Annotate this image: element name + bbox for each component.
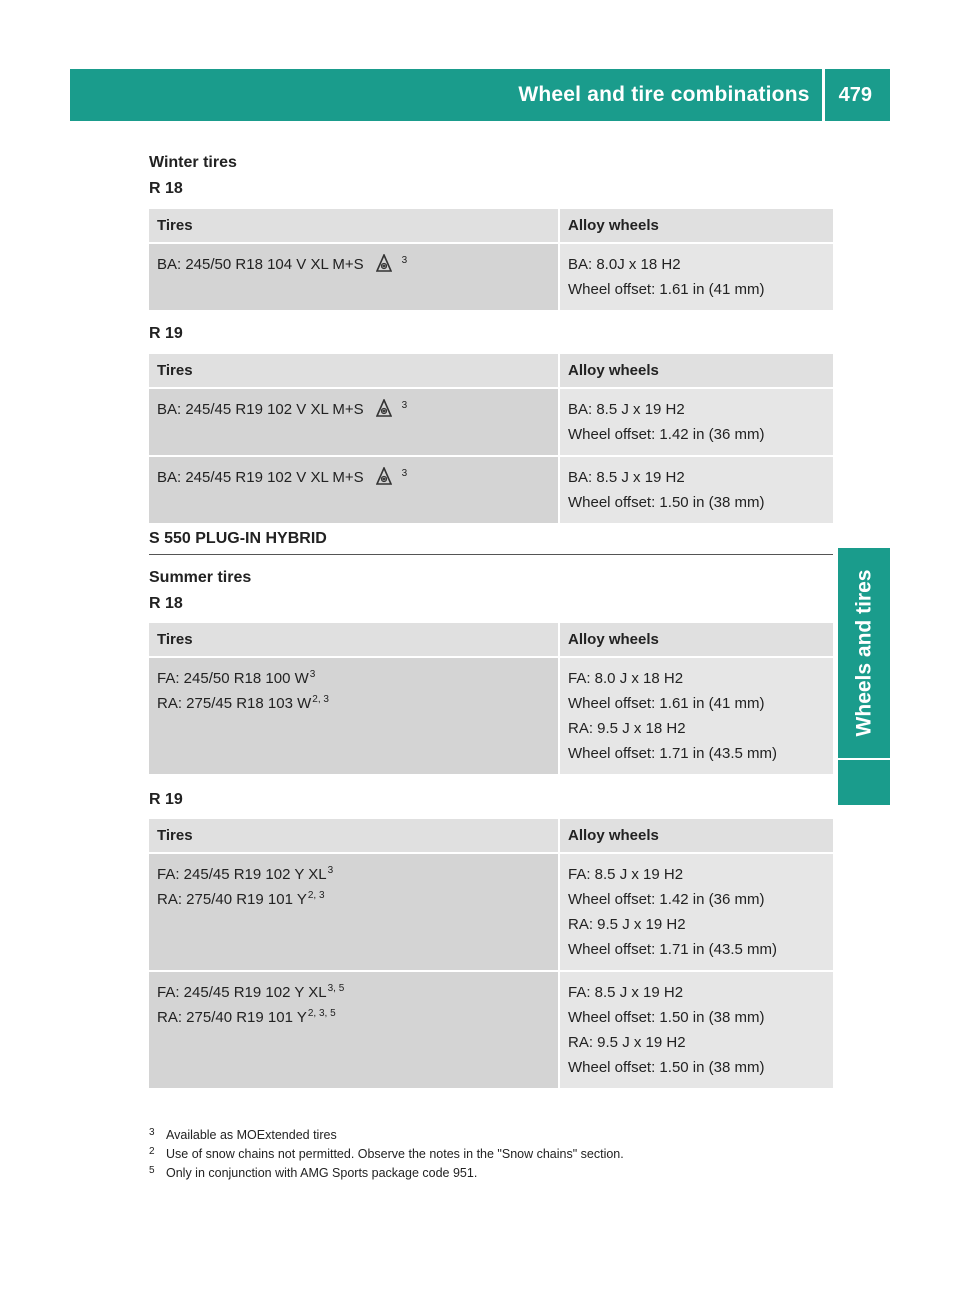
page-number: 479 xyxy=(838,83,872,106)
wheels-cell xyxy=(559,388,833,456)
footnote-ref: 2, 3 xyxy=(312,694,329,705)
hybrid-r19-label: R 19 xyxy=(149,791,183,808)
tires-cell xyxy=(149,853,559,971)
winter-r18-label: R 18 xyxy=(149,180,183,197)
footnote-number: 5 xyxy=(149,1165,155,1176)
wheel-offset: Wheel offset: 1.50 in (38 mm) xyxy=(568,494,765,511)
table-row xyxy=(149,456,833,524)
wheel-offset: Wheel offset: 1.61 in (41 mm) xyxy=(568,281,765,298)
hybrid-r19-table xyxy=(149,819,833,1090)
footnote-ref: 3 xyxy=(327,865,334,876)
tire-spec: BA: 245/45 R19 102 V XL M+S xyxy=(157,469,364,486)
rear-axle-wheel: RA: 9.5 J x 18 H2 xyxy=(568,720,686,737)
front-axle-tire: FA: 245/45 R19 102 Y XL xyxy=(157,866,327,883)
front-axle-wheel: FA: 8.5 J x 19 H2 xyxy=(568,984,684,1001)
footnote-ref: 3 xyxy=(309,669,316,680)
tires-cell xyxy=(149,388,559,456)
winter-r19-label: R 19 xyxy=(149,325,183,342)
column-header-tires: Tires xyxy=(149,623,559,657)
wheel-offset: Wheel offset: 1.42 in (36 mm) xyxy=(568,426,765,443)
wheels-cell xyxy=(559,456,833,524)
page-header xyxy=(70,69,890,121)
front-axle-tire: FA: 245/50 R18 100 W xyxy=(157,670,309,687)
footnote-ref: 2, 3 xyxy=(307,890,325,901)
footnote-number: 2 xyxy=(149,1146,155,1157)
column-header-tires: Tires xyxy=(149,354,559,388)
wheel-spec: BA: 8.0J x 18 H2 xyxy=(568,256,681,273)
winter-tires-heading: Winter tires xyxy=(149,154,237,171)
rear-wheel-offset: Wheel offset: 1.50 in (38 mm) xyxy=(568,1059,765,1076)
rear-wheel-offset: Wheel offset: 1.71 in (43.5 mm) xyxy=(568,745,777,762)
footnote-ref: 3 xyxy=(401,255,408,266)
rear-axle-wheel: RA: 9.5 J x 19 H2 xyxy=(568,1034,686,1051)
column-header-tires: Tires xyxy=(149,819,559,853)
tire-spec: BA: 245/50 R18 104 V XL M+S xyxy=(157,256,364,273)
footnote xyxy=(149,1145,624,1164)
rear-axle-wheel: RA: 9.5 J x 19 H2 xyxy=(568,916,686,933)
footnote-text: Only in conjunction with AMG Sports package code 951. xyxy=(166,1166,478,1180)
footnote xyxy=(149,1126,624,1145)
front-wheel-offset: Wheel offset: 1.61 in (41 mm) xyxy=(568,695,765,712)
tires-cell xyxy=(149,456,559,524)
wheel-spec: BA: 8.5 J x 19 H2 xyxy=(568,401,685,418)
table-row xyxy=(149,243,833,311)
wheels-cell xyxy=(559,243,833,311)
header-title: Wheel and tire combinations xyxy=(518,83,810,106)
front-wheel-offset: Wheel offset: 1.42 in (36 mm) xyxy=(568,891,765,908)
footnote-ref: 2, 3, 5 xyxy=(307,1008,336,1019)
summer-tires-heading: Summer tires xyxy=(149,569,252,586)
front-axle-wheel: FA: 8.5 J x 19 H2 xyxy=(568,866,684,883)
winter-r19-table xyxy=(149,354,833,525)
wheels-cell xyxy=(559,853,833,971)
section-title: S 550 PLUG-IN HYBRID xyxy=(149,530,833,555)
rear-wheel-offset: Wheel offset: 1.71 in (43.5 mm) xyxy=(568,941,777,958)
table-header-row xyxy=(149,623,833,657)
wheels-cell xyxy=(559,657,833,775)
table-header-row xyxy=(149,819,833,853)
column-header-wheels: Alloy wheels xyxy=(559,819,833,853)
table-row xyxy=(149,388,833,456)
winter-r18-table xyxy=(149,209,833,312)
front-axle-tire: FA: 245/45 R19 102 Y XL xyxy=(157,984,327,1001)
footnote-ref: 3 xyxy=(401,468,408,479)
snowflake-mountain-icon xyxy=(376,399,392,417)
snowflake-mountain-icon xyxy=(376,467,392,485)
side-chapter-tab[interactable] xyxy=(838,548,890,758)
footnote-number: 3 xyxy=(149,1127,155,1138)
column-header-tires: Tires xyxy=(149,209,559,243)
wheels-cell xyxy=(559,971,833,1089)
tires-cell xyxy=(149,971,559,1089)
front-axle-wheel: FA: 8.0 J x 18 H2 xyxy=(568,670,684,687)
footnote-text: Use of snow chains not permitted. Observe the notes in the "Snow chains" section. xyxy=(166,1147,624,1161)
hybrid-r18-table xyxy=(149,623,833,776)
rear-axle-tire: RA: 275/40 R19 101 Y xyxy=(157,1009,307,1026)
column-header-wheels: Alloy wheels xyxy=(559,623,833,657)
footnote xyxy=(149,1164,624,1183)
rear-axle-tire: RA: 275/40 R19 101 Y xyxy=(157,891,307,908)
tire-spec: BA: 245/45 R19 102 V XL M+S xyxy=(157,401,364,418)
footnote-ref: 3 xyxy=(401,400,408,411)
rear-axle-tire: RA: 275/45 R18 103 W xyxy=(157,695,312,712)
footnote-ref: 3, 5 xyxy=(327,983,345,994)
tires-cell xyxy=(149,657,559,775)
hybrid-r18-label: R 18 xyxy=(149,595,183,612)
front-wheel-offset: Wheel offset: 1.50 in (38 mm) xyxy=(568,1009,765,1026)
footnote-text: Available as MOExtended tires xyxy=(166,1128,337,1142)
column-header-wheels: Alloy wheels xyxy=(559,209,833,243)
side-tab-marker xyxy=(838,760,890,805)
column-header-wheels: Alloy wheels xyxy=(559,354,833,388)
table-header-row xyxy=(149,209,833,243)
footnotes xyxy=(149,1126,624,1183)
table-row xyxy=(149,657,833,775)
snowflake-mountain-icon xyxy=(376,254,392,272)
wheel-spec: BA: 8.5 J x 19 H2 xyxy=(568,469,685,486)
table-row xyxy=(149,971,833,1089)
tires-cell xyxy=(149,243,559,311)
side-chapter-label: Wheels and tires xyxy=(852,569,876,737)
table-row xyxy=(149,853,833,971)
table-header-row xyxy=(149,354,833,388)
